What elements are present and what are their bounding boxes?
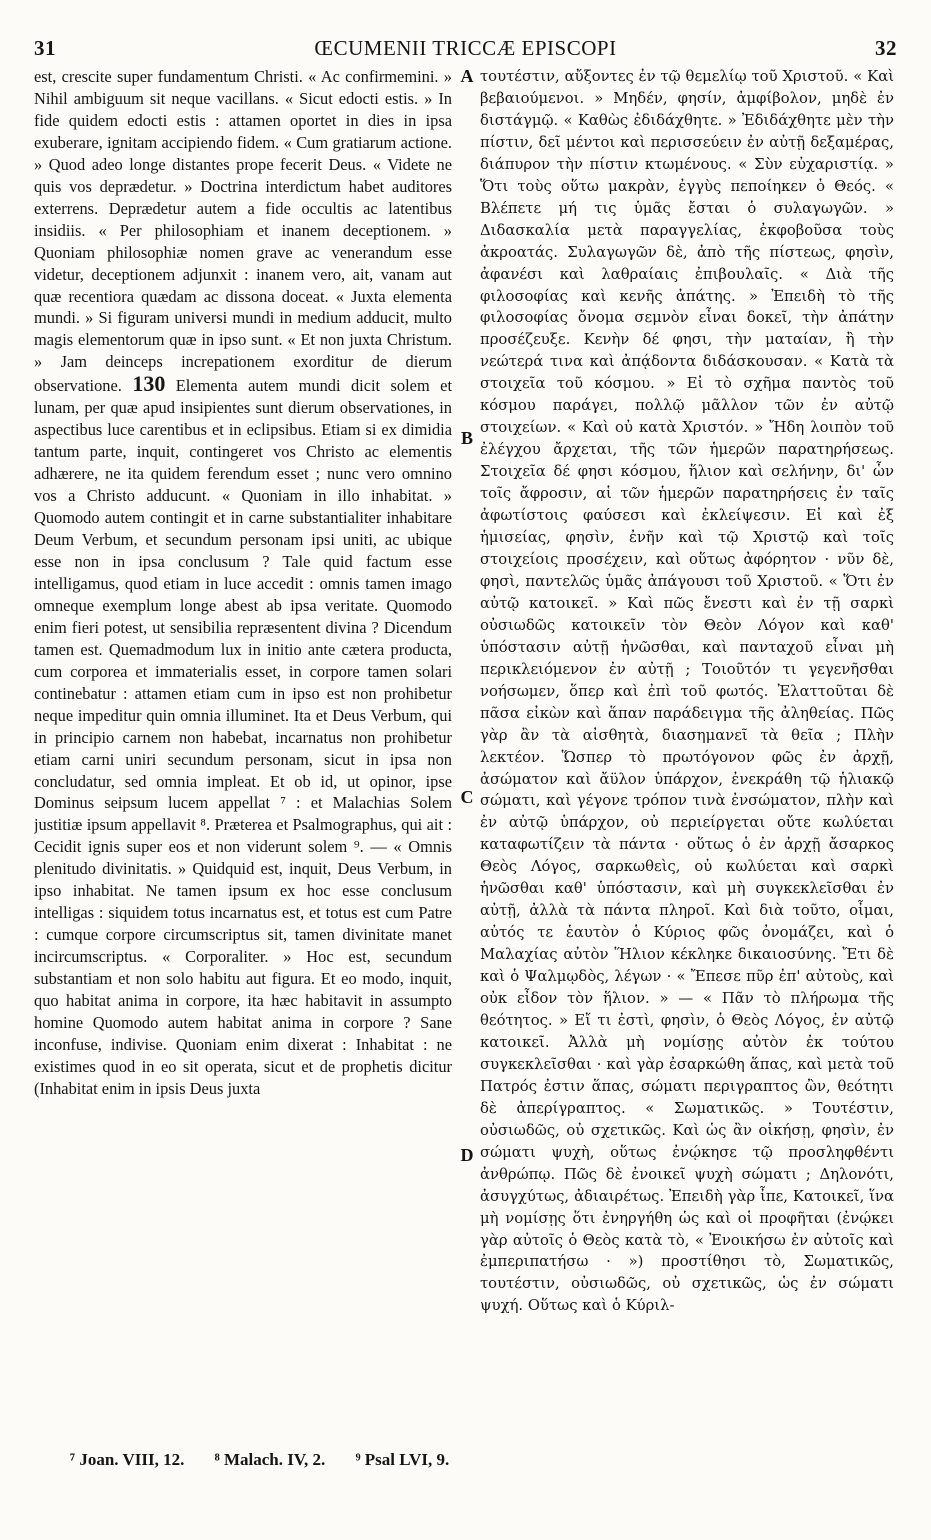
latin-text [34,66,452,1100]
margin-marker-a: A [460,66,474,86]
page-number-right: 32 [875,36,897,60]
footnote-8: ⁸ Malach. IV, 2. [214,1450,326,1469]
margin-marker-b: B [460,428,473,448]
running-title: ŒCUMENII TRICCÆ EPISCOPI [314,36,617,60]
running-header [34,36,897,62]
footnote-9: ⁹ Psal LVI, 9. [355,1450,450,1469]
footnotes [70,1450,630,1470]
page-number-left: 31 [34,36,56,60]
greek-text: τουτέστιν, αὔξοντες ἐν τῷ θεμελίῳ τοῦ Χριστοῦ. « Καὶ βεβαιούμενοι. » Μηδέν, φησίν, ἀμφίβολον, μηδὲ ἐν διστάγμῷ. « Καθὼς ἐδιδάχθητε. » Ἐδιδάχθητε μὲν τὴν πίστιν, δεῖ μέντοι καὶ περισσεύειν ἐν αὐτῇ δεξαμέρας, διάπυρον τὴν πίστιν κτωμένους. « Σὺν εὐχαριστίᾳ. » Ὅτι τοὺς οὕτω μακρὰν, ἐγγὺς πεποίηκεν ὁ Θεός. « Βλέπετε μή τις ὑμᾶς ἔσται ὁ συλαγωγῶν. » Διδασκαλία μετὰ παραγγελίας, ἐκφοβοῦσα τοὺς ἀκροατάς. Συλαγωγῶν δὲ, ἀπὸ τῆς πίστεως, φησὶν, ἀφανέσι καὶ λαθραίαις ἐπιβουλαῖς. « Διὰ τῆς φιλοσοφίας καὶ κενῆς ἀπάτης. » Ἐπειδὴ τὸ τῆς φιλοσοφίας ὄνομα σεμνὸν εἶναι δοκεῖ, τὴν ἀπάτην προσέζευξε. Κενὴν δέ φησι, τὴν ματαίαν, ἢ τὴν νεώτερά τινα καὶ ἀπᾴδοντα διδάσκουσαν. « Κατὰ τὰ στοιχεῖα τοῦ κόσμου. » Εἰ τὸ σχῆμα παντὸς τοῦ κόσμου παράγει, πολλῷ μᾶλλον τῶν ἐν αὐτῷ στοιχείων. « Καὶ οὐ κατὰ Χριστόν. » Ἤδη λοιπὸν τοῦ ἐλέγχου ἄρχεται, τῆς τῶν ἡμερῶν παρατηρήσεως. Στοιχεῖα δέ φησι κόσμου, ἥλιον καὶ σελήνην, δι' ὧν τοῖς ἄφροσιν, αἱ τῶν ἡμερῶν παρατηρήσεις ἐν ταῖς ἀφωτίστοις φαύσεσι καὶ ἐκλείψεσιν. Εἰ καὶ ἐξ ἡμισείας, φησὶν, ἐνῆν καὶ τῷ Χριστῷ καὶ τοῖς στοιχείοις προσέχειν, καὶ οὕτως ἀφόρητον · νῦν δὲ, φησὶ, παντελῶς ὑμᾶς ἀπάγουσι τοῦ Χριστοῦ. « Ὅτι ἐν αὐτῷ κατοικεῖ. » Καὶ πῶς ἔνεστι καὶ ἐν τῇ σαρκὶ οὐσιωδῶς κατοικεῖν τὸν Θεὸν Λόγον καὶ καθ' ὑπόστασιν αὐτῇ ἡνῶσθαι, καὶ πανταχοῦ εἶναι μὴ περικλειόμενον ἐν αὐτῇ ; Τοιοῦτόν τι γεγενῆσθαι νοήσωμεν, ὅπερ καὶ ἐπὶ τοῦ φωτός. Ἐλαττοῦται δὲ πᾶσα εἰκὼν καὶ ἅπαν παράδειγμα τῆς ἀληθείας. Πῶς γὰρ ἂν τὰ αἰσθητὰ, διασημανεῖ τὰ θεῖα ; Πλὴν λεκτέον. Ὥσπερ τὸ πρωτόγονον φῶς ἐν ἀρχῇ, ἀσώματον καὶ ἄϋλον ὑπάρχον, ἐνεκράθη τῷ ἡλιακῷ σώματι, καὶ γέγονε τρόπον τινὰ ἐνσώματον, πλὴν καὶ ἐν αὐτῷ ὑπάρχον, οὐ περιείργεται οὔτε κωλύεται καταφωτίζειν τὰ πάντα · οὕτως ὁ ἐν ἀρχῇ ἄσαρκος Θεὸς Λόγος, σαρκωθεὶς, οὐ κωλύεται καὶ σαρκὶ ἡνῶσθαι καθ' ὑπόστασιν, καὶ μὴ συγκεκλεῖσθαι ἐν αὐτῇ, ἀλλὰ τὰ πάντα πληροῖ. Καὶ διὰ τοῦτο, οἶμαι, αὐτός τε ἑαυτὸν ὁ Κύριος φῶς ὀνομάζει, καὶ ὁ Μαλαχίας αὐτὸν Ἥλιον κέκληκε δικαιοσύνης. Ἔτι δὲ καὶ ὁ Ψαλμῳδὸς, λέγων · « Ἔπεσε πῦρ ἐπ' αὐτοὺς, καὶ οὐκ εἶδον τὸν ἥλιον. » — « Πᾶν τὸ πλήρωμα τῆς θεότητος. » Εἴ τι ἐστὶ, φησὶν, ὁ Θεὸς Λόγος, ἐν αὐτῷ κατοικεῖ. Ἀλλὰ μὴ νομίσῃς αὐτὸν ἐκ τούτου συγκεκλεῖσθαι · καὶ γὰρ ἐσαρκώθη ἅπας, καὶ μετὰ τοῦ Πατρός ἐστιν ἅπας, σώματι περιγραπτος ὢν, θεότητι δὲ ἀπερίγραπτος. « Σωματικῶς. » Τουτέστιν, οὐσιωδῶς, οὐ σχετικῶς. Καὶ ὡς ἂν οἰκήσῃ, φησὶν, ἐν σώματι ψυχὴ, οὕτως ἐνῴκησε τῷ προσληφθέντι ἀνθρώπῳ. Πῶς δὲ ἐνοικεῖ ψυχὴ σώματι ; Δηλονότι, ἀσυγχύτως, ἀδιαιρέτως. Ἐπειδὴ γὰρ ἶπε, Κατοικεῖ, ἵνα μὴ νομίσῃς ὅτι ἐνηργήθη ὡς καὶ οἱ προφῆται (ἐνῴκει γὰρ αὐτοῖς ὁ Θεὸς κατὰ τὸ, « Ἐνοικήσω ἐν αὐτοῖς καὶ ἐμπεριπατήσω · ») προστίθησι τὸ, Σωματικῶς, τουτέστιν, οὐσιωδῶς, οὐ σχετικῶς, ὡς ἐν σώματι ψυχή. Οὕτως καὶ ὁ Κύριλ- [480,68,894,1315]
latin-text-part-2: Elementa autem mundi dicit solem et lunam, per quæ apud insipientes sunt dierum observationes, in aspectibus luce carentibus et in eclipsibus. Etiam si ex dimidia tantum parte, inquit, contingeret vos Christo ac elementis adhærere, ne ita quidem ferendum esset ; nunc vero omnino vos a Christo adducunt. « Quoniam in illo inhabitat. » Quomodo autem contingit et in carne substantialiter inhabitare Deum Verbum, et secundum personam ipsi uniti, ac ubique esse non in ipsa conclusum ? Tale quid factum esse intelligamus, quod etiam in luce accedit : omnis tamen imago omneque exemplum longe abest ab ipsa veritate. Quomodo enim fieri potest, ut sensibilia repræsentent divina ? Dicendum tamen est. Quemadmodum lux in initio ante cætera producta, cum corporea et immaterialis esset, in corpore tamen solari continebatur : attamen etiam cum in ipso est non prohibetur neque impeditur quin omnia illuminet. Ita et Deus Verbum, qui in principio carnem non habebat, incarnatus non prohibetur etiam carni uniri secundum personam, sicut in ipsa non concludatur, sed omnia impleat. Et ob id, ut opinor, ipse Dominus seipsum lucem appellat ⁷ : et Malachias Solem justitiæ ipsum appellavit ⁸. Præterea et Psalmographus, qui ait : Cecidit ignis super eos et non viderunt solem ⁹. — « Omnis plenitudo divinitatis. » Quidquid est, inquit, Deus Verbum, in ipso inhabitat. Ne tamen ipsum ex hoc esse conclusum intelligas : siquidem totus incarnatus est, et totus est cum Patre : cumque corpore circumscriptus sit, tamen divinitate manet incircumscriptus. « Corporaliter. » Hoc est, secundum substantiam et non solo habitu aut figura. Et eo modo, inquit, quo habitat anima in corpore, ita hæc habitavit in assumpto homine Quomodo autem habitat anima in corpore ? Sane inconfuse, indivise. Quoniam enim dixerat : Inhabitat : ne existimes quod in eo sit operata, sicut et de prophetis dicitur (Inhabitat enim in ipsis Deus juxta [34,376,452,1098]
footnote-7: ⁷ Joan. VIII, 12. [70,1450,185,1469]
section-number: 130 [132,371,166,397]
latin-text-part-1: est, crescite super fundamentum Christi. « Ac confirmemini. » Nihil ambiguum sit neque vacillans. « Sicut edocti estis. » In fide quidem edocti estis : attamen oportet in dies in ipsa exuberare, ignitam accipiendo fidem. « Cum gratiarum actione. » Quod adeo longe distantes prope fecerit Deus. « Videte ne quis vos deprædetur. » Doctrina interdictum habet auditores exterrens. Deprædetur autem a fide occultis ac latentibus insidiis. « Per philosophiam et inanem deceptionem. » Quoniam philosophiæ nomen grave ac venerandum esse videtur, deceptionem adjunxit : inanem vero, ait, vanam aut quæ recentiora quædam ac dissona doceat. « Juxta elementa mundi. » Si figuram universi mundi in medium adducit, multo magis elementorum quæ in ipso sunt. « Et non juxta Christum. » Jam deinceps increpationem exorditur de dierum observatione. [34,67,452,396]
margin-marker-d: D [460,1145,474,1165]
greek-column [480,66,894,1441]
margin-marker-c: C [460,787,474,807]
latin-column [34,66,452,1441]
